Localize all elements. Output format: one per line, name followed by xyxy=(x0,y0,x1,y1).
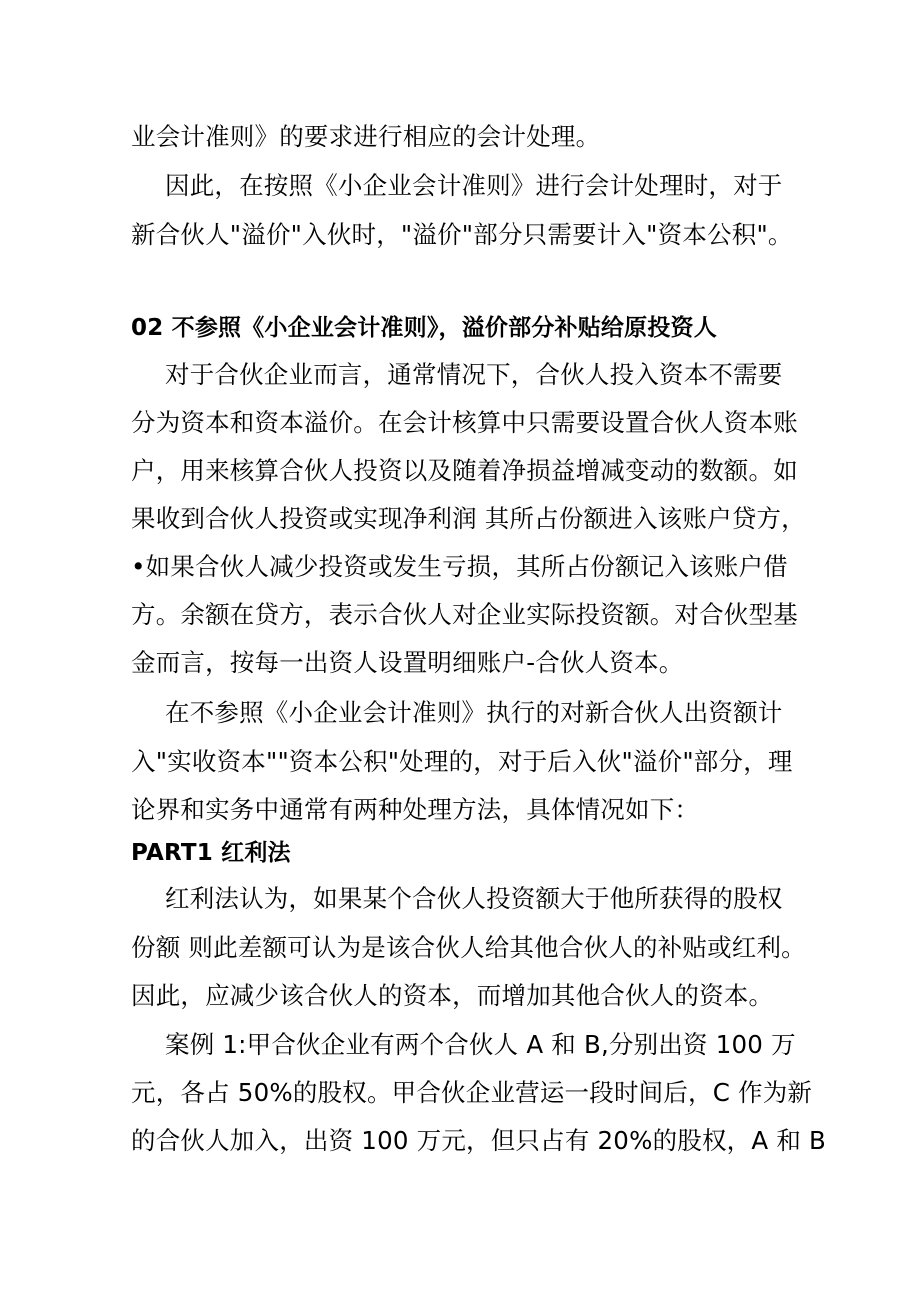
text-line: 果收到合伙人投资或实现净利润 其所占份额进入该账户贷方， xyxy=(131,504,806,533)
text-line: 入"实收资本""资本公积"处理的，对于后入伙"溢价"部分，理 xyxy=(131,747,793,776)
text-line: 户，用来核算合伙人投资以及随着净损益增减变动的数额。如 xyxy=(131,456,798,485)
text-line: 元，各占 50%的股权。甲合伙企业营运一段时间后，C 作为新 xyxy=(131,1078,813,1107)
text-line: 在不参照《小企业会计准则》执行的对新合伙人出资额计 xyxy=(165,698,783,727)
text-line: 方。余额在贷方，表示合伙人对企业实际投资额。对合伙型基 xyxy=(131,600,798,629)
text-line: 新合伙人"溢价"入伙时，"溢价"部分只需要计入"资本公积"。 xyxy=(131,220,793,249)
text-line: •如果合伙人减少投资或发生亏损，其所占份额记入该账户借 xyxy=(131,552,788,581)
section-heading: 02 不参照《小企业会计准则》，溢价部分补贴给原投资人 xyxy=(131,315,717,341)
section-heading: PART1 红利法 xyxy=(131,840,291,866)
text-line: 案例 1:甲合伙企业有两个合伙人 A 和 B,分别出资 100 万 xyxy=(165,1030,796,1059)
text-line: 红利法认为，如果某个合伙人投资额大于他所获得的股权 xyxy=(165,884,783,913)
text-line: 份额 则此差额可认为是该合伙人给其他合伙人的补贴或红利。 xyxy=(131,933,806,962)
text-line: 因此，在按照《小企业会计准则》进行会计处理时，对于 xyxy=(165,171,783,200)
text-line: 的合伙人加入，出资 100 万元，但只占有 20%的股权，A 和 B xyxy=(131,1126,827,1155)
text-line: 金而言，按每一出资人设置明细账户-合伙人资本。 xyxy=(131,648,684,677)
text-line: 因此，应减少该合伙人的资本，而增加其他合伙人的资本。 xyxy=(131,981,774,1010)
text-line: 对于合伙企业而言，通常情况下，合伙人投入资本不需要 xyxy=(165,360,783,389)
text-line: 分为资本和资本溢价。在会计核算中只需要设置合伙人资本账 xyxy=(131,408,798,437)
text-line: 论界和实务中通常有两种处理方法，具体情况如下： xyxy=(131,795,700,824)
text-line: 业会计准则》的要求进行相应的会计处理。 xyxy=(131,122,601,151)
